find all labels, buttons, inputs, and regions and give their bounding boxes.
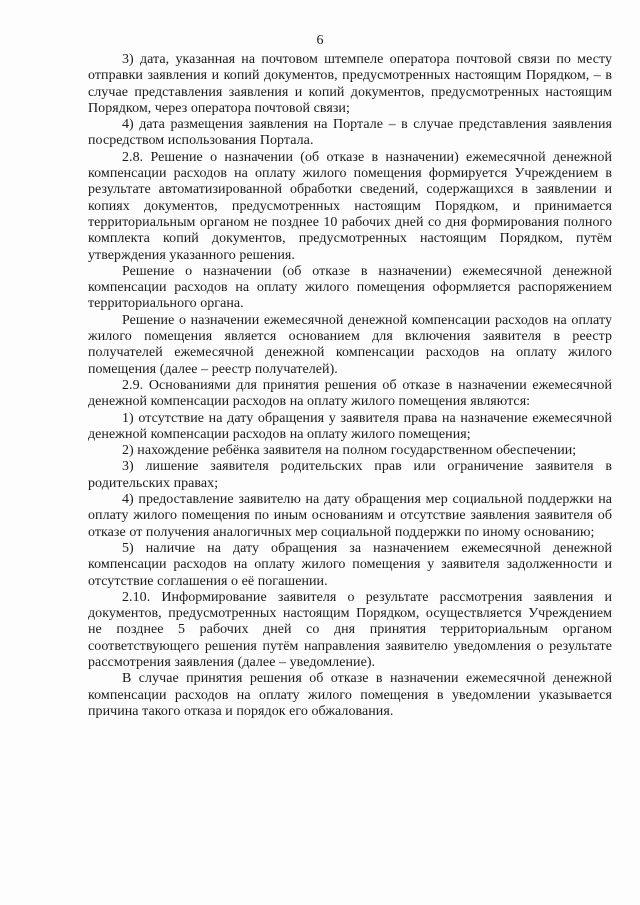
page-number: 6 — [316, 33, 324, 48]
paragraph-item-3: 3) дата, указанная на почтовом штемпеле оператора почтовой связи по месту отправки заявления и копий документов, предусмотренных настоящим Порядком, – в случае представления заявления и копий документов, предусмотренных настоящим Порядком, через оператора почтовой связи; — [88, 52, 612, 116]
paragraph-2-10: 2.10. Информирование заявителя о результате рассмотрения заявления и документов, предусмотренных настоящим Порядком, осуществляется Учреждением не позднее 5 рабочих дней со дня принятия территориальным органом соответствующего решения путём направления заявителю уведомления о результате рассмотрения заявления (далее – уведомление). — [88, 589, 612, 670]
paragraph-refusal-ground-5: 5) наличие на дату обращения за назначением ежемесячной денежной компенсации расходов на оплату жилого помещения у заявителя задолженности и отсутствие соглашения о её погашении. — [88, 540, 612, 589]
paragraph-item-4: 4) дата размещения заявления на Портале – в случае представления заявления посредством использования Портала. — [88, 117, 612, 149]
paragraph-registry-basis: Решение о назначении ежемесячной денежной компенсации расходов на оплату жилого помещения является основанием для включения заявителя в реестр получателей ежемесячной денежной компенсации расходов на оплату жилого помещения (далее – реестр получателей). — [88, 312, 612, 377]
paragraph-refusal-notice: В случае принятия решения об отказе в назначении ежемесячной денежной компенсации расходов на оплату жилого помещения в уведомлении указывается причина такого отказа и порядок его обжалования. — [88, 671, 612, 719]
paragraph-refusal-ground-2: 2) нахождение ребёнка заявителя на полном государственном обеспечении; — [122, 443, 577, 459]
paragraph-refusal-ground-4: 4) предоставление заявителю на дату обращения мер социальной поддержки на оплату жилого помещения по иным основаниям и отсутствие заявления заявителя об отказе от получения аналогичных мер социальной поддержки по иному основанию; — [88, 492, 612, 540]
paragraph-2-9: 2.9. Основаниями для принятия решения об отказе в назначении ежемесячной денежной компенсации расходов на оплату жилого помещения являются: — [88, 377, 612, 410]
paragraph-decision-format: Решение о назначении (об отказе в назначении) ежемесячной денежной компенсации расходов на оплату жилого помещения оформляется распоряжением территориального органа. — [88, 263, 612, 312]
document-body — [88, 52, 612, 720]
paragraph-refusal-ground-1: 1) отсутствие на дату обращения у заявителя права на назначение ежемесячной денежной компенсации расходов на оплату жилого помещения; — [88, 410, 612, 442]
paragraph-refusal-ground-3: 3) лишение заявителя родительских прав или ограничение заявителя в родительских правах; — [88, 459, 612, 491]
paragraph-2-8: 2.8. Решение о назначении (об отказе в назначении) ежемесячной денежной компенсации расходов на оплату жилого помещения формируется Учреждением в результате автоматизированной обработки сведений, содержащихся в заявлении и копиях документов, предусмотренных настоящим Порядком, и принимается территориальным органом не позднее 10 рабочих дней со дня формирования полного комплекта копий документов, предусмотренных настоящим Порядком, путём утверждения указанного решения. — [88, 149, 612, 263]
